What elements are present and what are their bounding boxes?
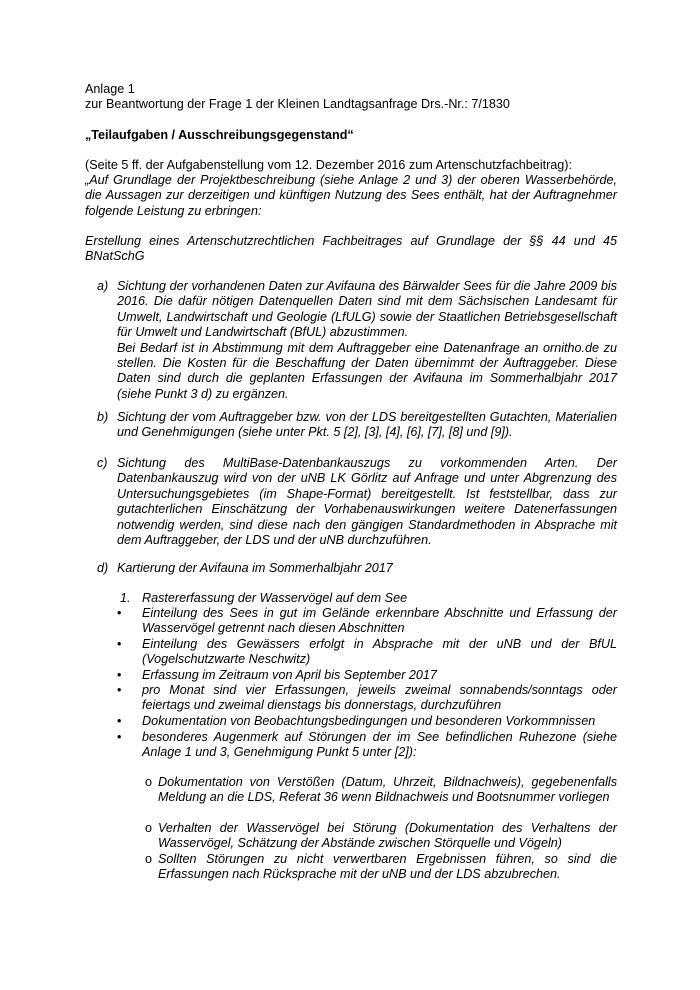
- item-label: a): [97, 279, 109, 293]
- item-label: d): [97, 561, 109, 575]
- bullet-icon: •: [117, 606, 122, 620]
- numbered-item-1: [117, 591, 617, 606]
- bullet-text: Erfassung im Zeitraum von April bis September 2017: [142, 668, 437, 682]
- bullet-item: [117, 683, 617, 714]
- bullet-icon: •: [117, 730, 122, 744]
- list-item-b: [85, 410, 617, 441]
- list-item-c: [85, 456, 617, 548]
- item-text: Sichtung der vorhandenen Daten zur Avifauna des Bärwalder Sees für die Jahre 2009 bis 2016. Die dafür nötigen Datenquellen Daten sind mit dem Sächsischen Landesamt für Umwelt, Landwirtschaft und Geologie (LfULG) sowie der Staatlichen Betriebsgesellschaft für Umwelt und Landwirtschaft (BfUL) abzustimmen.: [117, 279, 617, 340]
- intro-quote: „Auf Grundlage der Projektbeschreibung (siehe Anlage 2 und 3) der oberen Wasserbehörde, die Aussagen zur derzeitigen und künftigen Nutzung des Sees enthält, hat der Auftragnehmer folgende Leistung zu erbringen:: [85, 173, 617, 218]
- bullet-text: besonderes Augenmerk auf Störungen der im See befindlichen Ruhezone (siehe Anlage 1 und 3, Genehmigung Punkt 5 unter [2]):: [142, 730, 617, 760]
- bullet-icon: •: [117, 714, 122, 728]
- document-subtitle: zur Beantwortung der Frage 1 der Kleinen Landtagsanfrage Drs.-Nr.: 7/1830: [85, 97, 510, 111]
- bullet-item: [117, 730, 617, 761]
- intro-source: (Seite 5 ff. der Aufgabenstellung vom 12. Dezember 2016 zum Artenschutzfachbeitrag):: [85, 158, 573, 172]
- item-label: c): [97, 456, 108, 470]
- list-item-a: [85, 279, 617, 402]
- item-text: Sichtung des MultiBase-Datenbankauszugs zu vorkommenden Arten. Der Datenbankauszug wird von der uNB LK Görlitz auf Anfrage und unter Abgrenzung des Untersuchungsgebietes (im Shape-Format) bereitgestellt. Ist feststellbar, dass zur gutachterlichen Einschätzung der Vorhabenauswirkungen weitere Datenerfassungen notwendig werden, sind diese nach den gängigen Standardmethoden in Absprache mit dem Auftraggeber, der LDS und der uNB durchzuführen.: [117, 456, 617, 548]
- number-marker: 1.: [120, 591, 131, 605]
- bullet-text: Einteilung des Sees in gut im Gelände erkennbare Abschnitte und Erfassung der Wasservögel getrennt nach diesen Abschnitten: [142, 606, 617, 636]
- sub-bullet-icon: o: [145, 852, 153, 866]
- bullet-icon: •: [117, 683, 122, 697]
- sub-bullet-icon: o: [145, 775, 153, 789]
- item-label: b): [97, 410, 109, 424]
- sub-bullet-text: Dokumentation von Verstößen (Datum, Uhrzeit, Bildnachweis), gegebenenfalls Meldung an die LDS, Referat 36 wenn Bildnachweis und Bootsnummer vorliegen: [158, 775, 617, 805]
- sub-bullet-icon: o: [145, 821, 153, 835]
- bullet-text: Einteilung des Gewässers erfolgt in Absprache mit der uNB und der BfUL (Vogelschutzwarte Neschwitz): [142, 637, 617, 667]
- bullet-item: [117, 637, 617, 668]
- anlage-label: Anlage 1: [85, 82, 135, 96]
- bullet-item: [117, 714, 617, 729]
- item-text-continued: Bei Bedarf ist in Abstimmung mit dem Auftraggeber eine Datenanfrage an ornitho.de zu stellen. Die Kosten für die Beschaffung der Daten übernimmt der Auftraggeber. Diese Daten sind durch die geplanten Erfassungen der Avifauna im Sommerhalbjahr 2017 (siehe Punkt 3 d) zu ergänzen.: [117, 340, 617, 401]
- sub-bullet-item: [145, 821, 617, 852]
- sub-bullet-text: Sollten Störungen zu nicht verwertbaren Ergebnissen führen, so sind die Erfassungen nach Rücksprache mit der uNB und der LDS abzubrechen.: [158, 852, 617, 882]
- item-text: Sichtung der vom Auftraggeber bzw. von der LDS bereitgestellten Gutachten, Materialien und Genehmigungen (siehe unter Pkt. 5 [2], [3], [4], [6], [7], [8] und [9]).: [117, 410, 617, 440]
- sub-bullet-text: Verhalten der Wasservögel bei Störung (Dokumentation des Verhaltens der Wasservögel, Schätzung der Abstände zwischen Störquelle und Vögeln): [158, 821, 617, 851]
- sub-bullet-item: [145, 775, 617, 806]
- bullet-item: [117, 606, 617, 637]
- section-heading: „Teilaufgaben / Ausschreibungsgegenstand“: [85, 128, 354, 142]
- task-line: Erstellung eines Artenschutzrechtlichen Fachbeitrages auf Grundlage der §§ 44 und 45 BNatSchG: [85, 234, 617, 264]
- bullet-icon: •: [117, 637, 122, 651]
- bullet-text: Dokumentation von Beobachtungsbedingungen und besonderen Vorkommnissen: [142, 714, 596, 728]
- sub-bullet-item: [145, 852, 617, 883]
- numbered-text: Rastererfassung der Wasservögel auf dem See: [142, 591, 408, 605]
- item-text: Kartierung der Avifauna im Sommerhalbjahr 2017: [117, 561, 393, 575]
- bullet-icon: •: [117, 668, 122, 682]
- list-item-d: [85, 561, 617, 576]
- bullet-text: pro Monat sind vier Erfassungen, jeweils zweimal sonnabends/sonntags oder feiertags und zweimal dienstags bis donnerstags, durchzuführen: [142, 683, 617, 713]
- bullet-item: [117, 668, 617, 683]
